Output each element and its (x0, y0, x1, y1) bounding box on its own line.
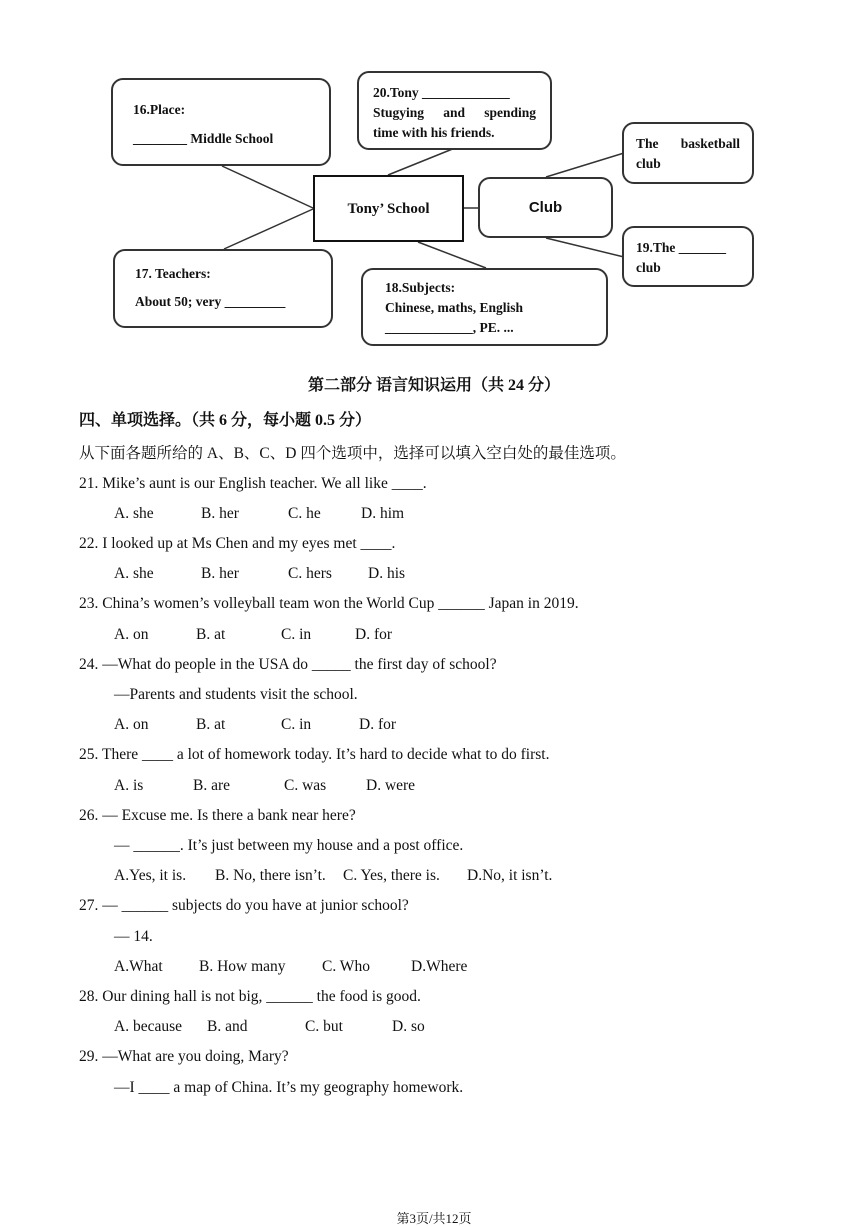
option-24-b[interactable]: B. at (196, 716, 226, 733)
center-label: Tony’ School (347, 200, 430, 217)
question-29: 29. —What are you doing, Mary? (79, 1048, 289, 1065)
question-24-answer: —Parents and students visit the school. (114, 686, 358, 703)
option-21-b[interactable]: B. her (201, 505, 239, 522)
question-24: 24. —What do people in the USA do _____ the first day of school? (79, 656, 497, 673)
option-25-a[interactable]: A. is (114, 777, 144, 794)
tony-line2: Stugying and spending (373, 105, 536, 120)
basketball-line2: club (636, 156, 661, 171)
place-label: 16.Place: (133, 102, 186, 117)
option-28-d[interactable]: D. so (392, 1018, 425, 1035)
club19-line1: 19.The _______ (636, 240, 727, 255)
option-23-b[interactable]: B. at (196, 626, 226, 643)
option-22-d[interactable]: D. his (368, 565, 406, 582)
tony-label: 20.Tony _____________ (373, 85, 510, 100)
option-23-a[interactable]: A. on (114, 626, 149, 643)
option-27-a[interactable]: A.What (114, 958, 163, 975)
question-26: 26. — Excuse me. Is there a bank near here? (79, 807, 356, 824)
option-26-d[interactable]: D.No, it isn’t. (467, 867, 553, 884)
option-27-d[interactable]: D.Where (411, 958, 468, 975)
option-27-c[interactable]: C. Who (322, 958, 370, 975)
teachers-box (113, 249, 333, 328)
option-28-a[interactable]: A. because (114, 1018, 182, 1035)
subjects-label: 18.Subjects: (385, 280, 456, 295)
option-25-d[interactable]: D. were (366, 777, 416, 794)
question-29-answer: —I ____ a map of China. It’s my geography homework. (114, 1079, 464, 1096)
center-box (313, 175, 464, 242)
option-28-b[interactable]: B. and (207, 1018, 248, 1035)
option-22-c[interactable]: C. hers (288, 565, 332, 582)
club19-line2: club (636, 260, 661, 275)
option-26-c[interactable]: C. Yes, there is. (343, 867, 440, 884)
option-23-c[interactable]: C. in (281, 626, 312, 643)
question-22: 22. I looked up at Ms Chen and my eyes met ____. (79, 535, 396, 552)
question-21: 21. Mike’s aunt is our English teacher. We all like ____. (79, 475, 427, 492)
basketball-box (622, 122, 754, 184)
option-25-b[interactable]: B. are (193, 777, 231, 794)
option-24-a[interactable]: A. on (114, 716, 149, 733)
option-26-a[interactable]: A.Yes, it is. (114, 867, 187, 884)
tony-line3: time with his friends. (373, 125, 495, 140)
option-21-c[interactable]: C. he (288, 505, 321, 522)
question-27: 27. — ______ subjects do you have at junior school? (79, 897, 409, 914)
option-21-a[interactable]: A. she (114, 505, 154, 522)
question-26-answer: — ______. It’s just between my house and a post office. (114, 837, 464, 854)
question-25: 25. There ____ a lot of homework today. It’s hard to decide what to do first. (79, 746, 550, 763)
question-28: 28. Our dining hall is not big, ______ the food is good. (79, 988, 421, 1005)
club-label: Club (528, 198, 563, 216)
option-21-d[interactable]: D. him (361, 505, 405, 522)
option-27-b[interactable]: B. How many (199, 958, 286, 975)
subjects-box (361, 268, 608, 346)
instruction: 从下面各题所给的 A、B、C、D 四个选项中，选择可以填入空白处的最佳选项。 (79, 445, 626, 462)
option-25-c[interactable]: C. was (284, 777, 327, 794)
club19-box (622, 226, 754, 287)
teachers-blank: About 50; very _________ (135, 294, 286, 309)
option-26-b[interactable]: B. No, there isn’t. (215, 867, 326, 884)
option-24-d[interactable]: D. for (359, 716, 397, 733)
question-27-answer: — 14. (114, 928, 153, 945)
basketball-line1: The basketball (636, 136, 740, 151)
option-23-d[interactable]: D. for (355, 626, 393, 643)
option-22-b[interactable]: B. her (201, 565, 239, 582)
part-title: 第二部分 语言知识运用（共 24 分） (307, 377, 560, 394)
option-24-c[interactable]: C. in (281, 716, 312, 733)
option-22-a[interactable]: A. she (114, 565, 154, 582)
teachers-label: 17. Teachers: (135, 266, 211, 281)
page-number: 第3页/共12页 (396, 1211, 472, 1226)
mind-map-diagram (0, 0, 868, 360)
question-23: 23. China’s women’s volleyball team won the World Cup ______ Japan in 2019. (79, 595, 579, 612)
subjects-blank: _____________, PE. ... (385, 320, 514, 335)
option-28-c[interactable]: C. but (305, 1018, 343, 1035)
place-box (111, 78, 331, 166)
section-title: 四、单项选择。（共 6 分，每小题 0.5 分） (79, 412, 372, 429)
club-box (478, 177, 613, 238)
subjects-line2: Chinese, maths, English (385, 300, 524, 315)
tony-box (357, 71, 552, 150)
place-blank: ________ Middle School (133, 131, 274, 146)
